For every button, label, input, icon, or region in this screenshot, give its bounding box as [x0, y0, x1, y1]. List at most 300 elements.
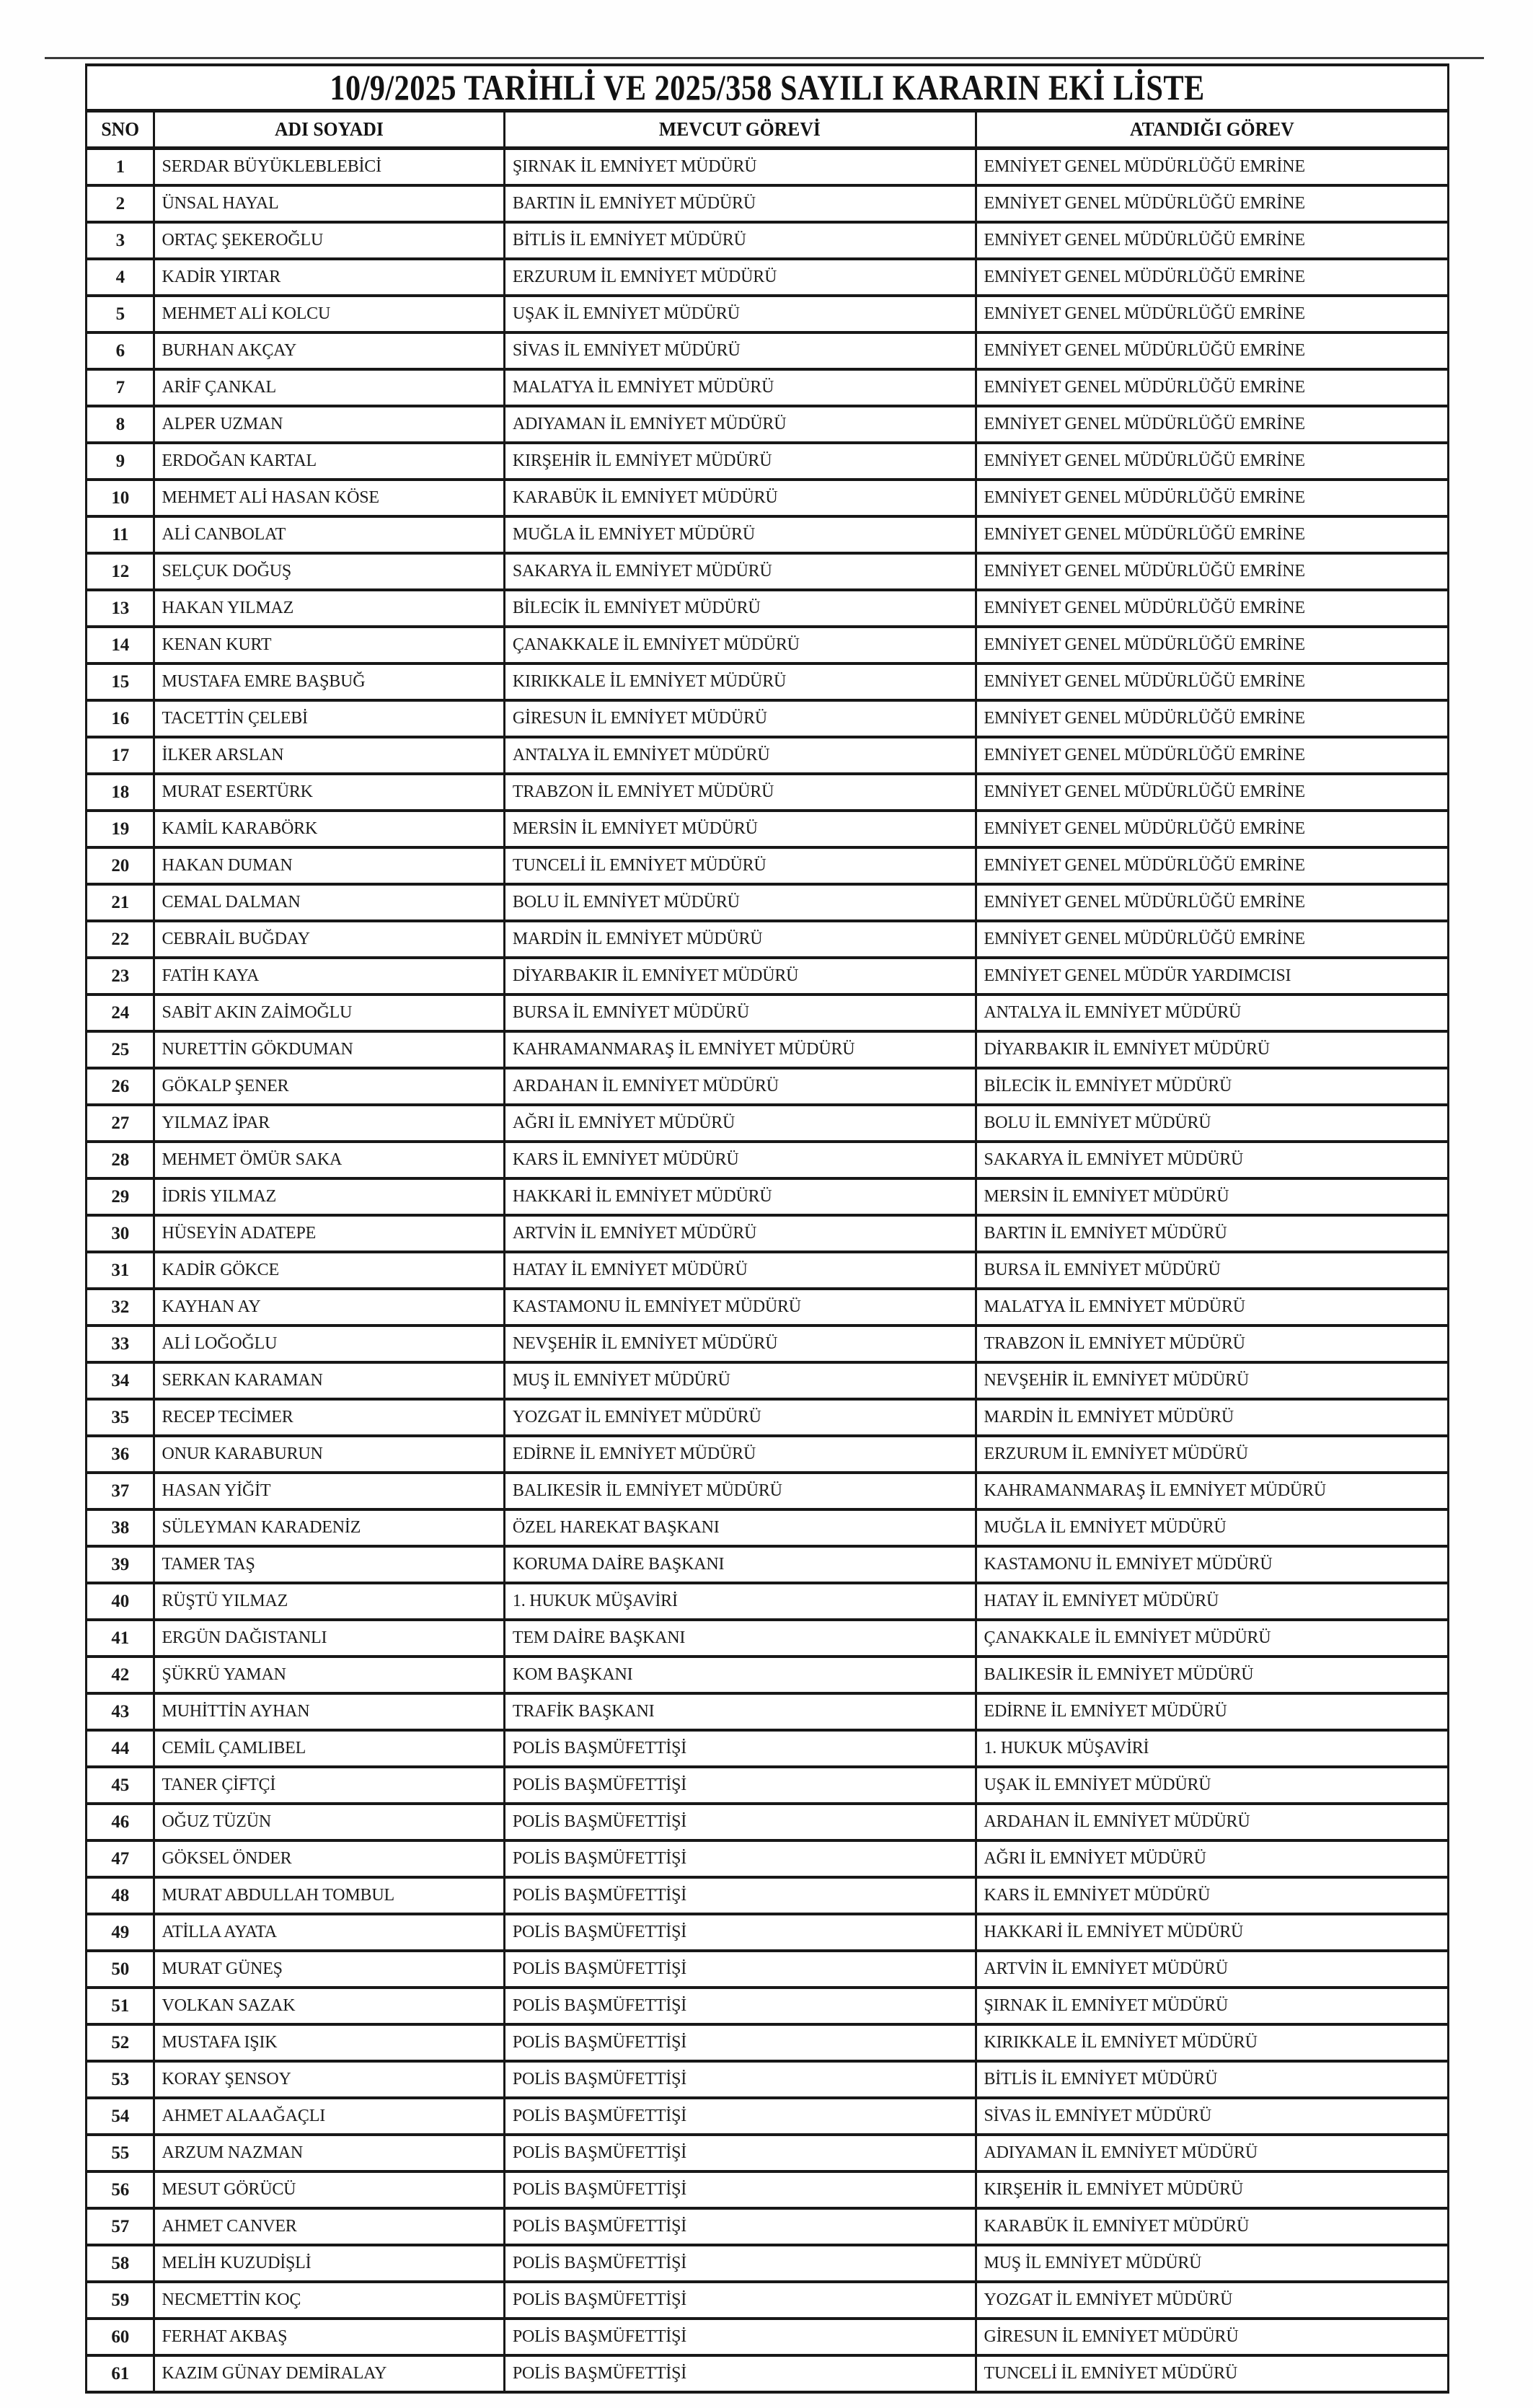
- table-row: [87, 1840, 1449, 1877]
- cell-sno: 28: [87, 1142, 154, 1178]
- cell-sno: 4: [87, 259, 154, 296]
- cell-sno: 35: [87, 1399, 154, 1436]
- cell-sno: 52: [87, 2024, 154, 2061]
- cell-assigned-duty: EMNİYET GENEL MÜDÜRLÜĞÜ EMRİNE: [976, 480, 1449, 516]
- cell-assigned-duty: BİLECİK İL EMNİYET MÜDÜRÜ: [976, 1068, 1449, 1105]
- cell-current-duty: ÇANAKKALE İL EMNİYET MÜDÜRÜ: [504, 627, 976, 663]
- table-row: [87, 1178, 1449, 1215]
- cell-assigned-duty: EMNİYET GENEL MÜDÜRLÜĞÜ EMRİNE: [976, 553, 1449, 590]
- cell-sno: 45: [87, 1767, 154, 1804]
- cell-name: HAKAN DUMAN: [154, 847, 504, 884]
- cell-sno: 2: [87, 185, 154, 222]
- cell-name: OĞUZ TÜZÜN: [154, 1804, 504, 1840]
- table-row: [87, 1252, 1449, 1289]
- column-header-sno: SNO: [87, 111, 154, 149]
- table-row: [87, 700, 1449, 737]
- column-header-current-duty: MEVCUT GÖREVİ: [504, 111, 976, 149]
- cell-current-duty: BİTLİS İL EMNİYET MÜDÜRÜ: [504, 222, 976, 259]
- cell-name: TANER ÇİFTÇİ: [154, 1767, 504, 1804]
- cell-sno: 58: [87, 2245, 154, 2282]
- cell-assigned-duty: ERZURUM İL EMNİYET MÜDÜRÜ: [976, 1436, 1449, 1473]
- cell-name: MESUT GÖRÜCÜ: [154, 2171, 504, 2208]
- cell-assigned-duty: ADIYAMAN İL EMNİYET MÜDÜRÜ: [976, 2135, 1449, 2171]
- cell-current-duty: POLİS BAŞMÜFETTİŞİ: [504, 2061, 976, 2098]
- assignment-table: [85, 63, 1449, 2394]
- cell-sno: 15: [87, 663, 154, 700]
- cell-name: MUHİTTİN AYHAN: [154, 1693, 504, 1730]
- cell-sno: 25: [87, 1031, 154, 1068]
- cell-name: HAKAN YILMAZ: [154, 590, 504, 627]
- cell-current-duty: POLİS BAŞMÜFETTİŞİ: [504, 2282, 976, 2319]
- cell-current-duty: SAKARYA İL EMNİYET MÜDÜRÜ: [504, 553, 976, 590]
- cell-sno: 46: [87, 1804, 154, 1840]
- cell-sno: 12: [87, 553, 154, 590]
- cell-name: NURETTİN GÖKDUMAN: [154, 1031, 504, 1068]
- cell-name: KENAN KURT: [154, 627, 504, 663]
- cell-name: HÜSEYİN ADATEPE: [154, 1215, 504, 1252]
- cell-current-duty: ARTVİN İL EMNİYET MÜDÜRÜ: [504, 1215, 976, 1252]
- cell-name: RÜŞTÜ YILMAZ: [154, 1583, 504, 1620]
- cell-sno: 21: [87, 884, 154, 921]
- cell-current-duty: MUŞ İL EMNİYET MÜDÜRÜ: [504, 1362, 976, 1399]
- table-row: [87, 2282, 1449, 2319]
- cell-sno: 33: [87, 1326, 154, 1362]
- table-row: [87, 1620, 1449, 1657]
- table-row: [87, 443, 1449, 480]
- cell-current-duty: POLİS BAŞMÜFETTİŞİ: [504, 2355, 976, 2392]
- cell-name: CEMAL DALMAN: [154, 884, 504, 921]
- cell-sno: 11: [87, 516, 154, 553]
- cell-assigned-duty: MUŞ İL EMNİYET MÜDÜRÜ: [976, 2245, 1449, 2282]
- table-row: [87, 1767, 1449, 1804]
- cell-sno: 22: [87, 921, 154, 958]
- cell-assigned-duty: EMNİYET GENEL MÜDÜRLÜĞÜ EMRİNE: [976, 222, 1449, 259]
- cell-name: YILMAZ İPAR: [154, 1105, 504, 1142]
- cell-assigned-duty: TRABZON İL EMNİYET MÜDÜRÜ: [976, 1326, 1449, 1362]
- cell-sno: 40: [87, 1583, 154, 1620]
- cell-current-duty: KARABÜK İL EMNİYET MÜDÜRÜ: [504, 480, 976, 516]
- table-row: [87, 1509, 1449, 1546]
- table-row: [87, 590, 1449, 627]
- cell-name: FATİH KAYA: [154, 958, 504, 994]
- cell-current-duty: TRABZON İL EMNİYET MÜDÜRÜ: [504, 774, 976, 811]
- table-row: [87, 296, 1449, 332]
- cell-sno: 38: [87, 1509, 154, 1546]
- cell-assigned-duty: EMNİYET GENEL MÜDÜRLÜĞÜ EMRİNE: [976, 185, 1449, 222]
- table-row: [87, 1804, 1449, 1840]
- cell-sno: 6: [87, 332, 154, 369]
- cell-current-duty: POLİS BAŞMÜFETTİŞİ: [504, 2098, 976, 2135]
- cell-sno: 7: [87, 369, 154, 406]
- cell-current-duty: TEM DAİRE BAŞKANI: [504, 1620, 976, 1657]
- cell-assigned-duty: KARABÜK İL EMNİYET MÜDÜRÜ: [976, 2208, 1449, 2245]
- cell-current-duty: TRAFİK BAŞKANI: [504, 1693, 976, 1730]
- cell-current-duty: EDİRNE İL EMNİYET MÜDÜRÜ: [504, 1436, 976, 1473]
- cell-assigned-duty: SİVAS İL EMNİYET MÜDÜRÜ: [976, 2098, 1449, 2135]
- table-row: [87, 1142, 1449, 1178]
- table-row: [87, 627, 1449, 663]
- column-header-assigned-duty: ATANDIĞI GÖREV: [976, 111, 1449, 149]
- cell-sno: 57: [87, 2208, 154, 2245]
- cell-name: İLKER ARSLAN: [154, 737, 504, 774]
- table-row: [87, 2024, 1449, 2061]
- cell-assigned-duty: KARS İL EMNİYET MÜDÜRÜ: [976, 1877, 1449, 1914]
- cell-current-duty: UŞAK İL EMNİYET MÜDÜRÜ: [504, 296, 976, 332]
- cell-name: MEHMET ALİ HASAN KÖSE: [154, 480, 504, 516]
- cell-current-duty: POLİS BAŞMÜFETTİŞİ: [504, 2208, 976, 2245]
- cell-current-duty: POLİS BAŞMÜFETTİŞİ: [504, 2245, 976, 2282]
- cell-sno: 26: [87, 1068, 154, 1105]
- cell-assigned-duty: EMNİYET GENEL MÜDÜRLÜĞÜ EMRİNE: [976, 590, 1449, 627]
- cell-sno: 24: [87, 994, 154, 1031]
- cell-current-duty: POLİS BAŞMÜFETTİŞİ: [504, 1804, 976, 1840]
- cell-current-duty: ÖZEL HAREKAT BAŞKANI: [504, 1509, 976, 1546]
- cell-sno: 39: [87, 1546, 154, 1583]
- cell-sno: 31: [87, 1252, 154, 1289]
- table-row: [87, 884, 1449, 921]
- cell-sno: 5: [87, 296, 154, 332]
- cell-sno: 20: [87, 847, 154, 884]
- cell-sno: 43: [87, 1693, 154, 1730]
- cell-name: BURHAN AKÇAY: [154, 332, 504, 369]
- cell-sno: 8: [87, 406, 154, 443]
- table-row: [87, 259, 1449, 296]
- cell-current-duty: POLİS BAŞMÜFETTİŞİ: [504, 2319, 976, 2355]
- table-row: [87, 332, 1449, 369]
- table-row: [87, 1399, 1449, 1436]
- cell-assigned-duty: EMNİYET GENEL MÜDÜRLÜĞÜ EMRİNE: [976, 406, 1449, 443]
- cell-current-duty: POLİS BAŞMÜFETTİŞİ: [504, 2135, 976, 2171]
- cell-current-duty: KAHRAMANMARAŞ İL EMNİYET MÜDÜRÜ: [504, 1031, 976, 1068]
- cell-current-duty: POLİS BAŞMÜFETTİŞİ: [504, 1840, 976, 1877]
- cell-name: SÜLEYMAN KARADENİZ: [154, 1509, 504, 1546]
- table-row: [87, 1877, 1449, 1914]
- cell-name: ORTAÇ ŞEKEROĞLU: [154, 222, 504, 259]
- cell-name: ŞÜKRÜ YAMAN: [154, 1657, 504, 1693]
- table-row: [87, 1289, 1449, 1326]
- table-row: [87, 1914, 1449, 1951]
- cell-sno: 16: [87, 700, 154, 737]
- cell-name: MUSTAFA IŞIK: [154, 2024, 504, 2061]
- cell-current-duty: NEVŞEHİR İL EMNİYET MÜDÜRÜ: [504, 1326, 976, 1362]
- cell-current-duty: TUNCELİ İL EMNİYET MÜDÜRÜ: [504, 847, 976, 884]
- cell-name: ÜNSAL HAYAL: [154, 185, 504, 222]
- table-row: [87, 1031, 1449, 1068]
- table-body: [87, 149, 1449, 2393]
- cell-sno: 1: [87, 149, 154, 186]
- table-row: [87, 2171, 1449, 2208]
- cell-current-duty: BARTIN İL EMNİYET MÜDÜRÜ: [504, 185, 976, 222]
- table-row: [87, 1473, 1449, 1509]
- cell-sno: 3: [87, 222, 154, 259]
- table-row: [87, 847, 1449, 884]
- table-row: [87, 222, 1449, 259]
- cell-current-duty: POLİS BAŞMÜFETTİŞİ: [504, 1951, 976, 1988]
- table-row: [87, 2061, 1449, 2098]
- cell-name: VOLKAN SAZAK: [154, 1988, 504, 2024]
- cell-sno: 53: [87, 2061, 154, 2098]
- cell-current-duty: SİVAS İL EMNİYET MÜDÜRÜ: [504, 332, 976, 369]
- cell-assigned-duty: EMNİYET GENEL MÜDÜRLÜĞÜ EMRİNE: [976, 774, 1449, 811]
- table-row: [87, 663, 1449, 700]
- cell-assigned-duty: UŞAK İL EMNİYET MÜDÜRÜ: [976, 1767, 1449, 1804]
- cell-assigned-duty: NEVŞEHİR İL EMNİYET MÜDÜRÜ: [976, 1362, 1449, 1399]
- cell-assigned-duty: EDİRNE İL EMNİYET MÜDÜRÜ: [976, 1693, 1449, 1730]
- table-row: [87, 1326, 1449, 1362]
- cell-sno: 50: [87, 1951, 154, 1988]
- table-row: [87, 1215, 1449, 1252]
- cell-current-duty: POLİS BAŞMÜFETTİŞİ: [504, 2024, 976, 2061]
- table-row: [87, 994, 1449, 1031]
- cell-assigned-duty: BALIKESİR İL EMNİYET MÜDÜRÜ: [976, 1657, 1449, 1693]
- cell-name: SABİT AKIN ZAİMOĞLU: [154, 994, 504, 1031]
- cell-name: ONUR KARABURUN: [154, 1436, 504, 1473]
- table-row: [87, 1988, 1449, 2024]
- cell-sno: 42: [87, 1657, 154, 1693]
- table-row: [87, 921, 1449, 958]
- cell-assigned-duty: EMNİYET GENEL MÜDÜRLÜĞÜ EMRİNE: [976, 259, 1449, 296]
- cell-name: ATİLLA AYATA: [154, 1914, 504, 1951]
- cell-current-duty: MUĞLA İL EMNİYET MÜDÜRÜ: [504, 516, 976, 553]
- table-row: [87, 2245, 1449, 2282]
- cell-current-duty: POLİS BAŞMÜFETTİŞİ: [504, 1767, 976, 1804]
- table-row: [87, 1068, 1449, 1105]
- cell-current-duty: ADIYAMAN İL EMNİYET MÜDÜRÜ: [504, 406, 976, 443]
- cell-assigned-duty: ARDAHAN İL EMNİYET MÜDÜRÜ: [976, 1804, 1449, 1840]
- cell-current-duty: AĞRI İL EMNİYET MÜDÜRÜ: [504, 1105, 976, 1142]
- cell-assigned-duty: EMNİYET GENEL MÜDÜRLÜĞÜ EMRİNE: [976, 627, 1449, 663]
- cell-name: SELÇUK DOĞUŞ: [154, 553, 504, 590]
- table-row: [87, 737, 1449, 774]
- cell-current-duty: KORUMA DAİRE BAŞKANI: [504, 1546, 976, 1583]
- cell-sno: 14: [87, 627, 154, 663]
- cell-current-duty: DİYARBAKIR İL EMNİYET MÜDÜRÜ: [504, 958, 976, 994]
- cell-assigned-duty: EMNİYET GENEL MÜDÜRLÜĞÜ EMRİNE: [976, 700, 1449, 737]
- cell-name: FERHAT AKBAŞ: [154, 2319, 504, 2355]
- cell-name: KADİR GÖKCE: [154, 1252, 504, 1289]
- cell-sno: 10: [87, 480, 154, 516]
- page-title: 10/9/2025 TARİHLİ VE 2025/358 SAYILI KARARIN EKİ LİSTE: [330, 68, 1205, 107]
- cell-assigned-duty: BURSA İL EMNİYET MÜDÜRÜ: [976, 1252, 1449, 1289]
- cell-name: MURAT ESERTÜRK: [154, 774, 504, 811]
- table-row: [87, 1436, 1449, 1473]
- cell-assigned-duty: SAKARYA İL EMNİYET MÜDÜRÜ: [976, 1142, 1449, 1178]
- cell-current-duty: KARS İL EMNİYET MÜDÜRÜ: [504, 1142, 976, 1178]
- table-row: [87, 480, 1449, 516]
- cell-name: MURAT ABDULLAH TOMBUL: [154, 1877, 504, 1914]
- cell-current-duty: ERZURUM İL EMNİYET MÜDÜRÜ: [504, 259, 976, 296]
- table-row: [87, 516, 1449, 553]
- cell-assigned-duty: BARTIN İL EMNİYET MÜDÜRÜ: [976, 1215, 1449, 1252]
- cell-current-duty: ŞIRNAK İL EMNİYET MÜDÜRÜ: [504, 149, 976, 186]
- table-row: [87, 1730, 1449, 1767]
- cell-assigned-duty: HAKKARİ İL EMNİYET MÜDÜRÜ: [976, 1914, 1449, 1951]
- cell-sno: 13: [87, 590, 154, 627]
- cell-assigned-duty: KAHRAMANMARAŞ İL EMNİYET MÜDÜRÜ: [976, 1473, 1449, 1509]
- cell-assigned-duty: HATAY İL EMNİYET MÜDÜRÜ: [976, 1583, 1449, 1620]
- cell-name: ALİ CANBOLAT: [154, 516, 504, 553]
- document-title-cell: [87, 65, 1449, 111]
- table-row: [87, 2319, 1449, 2355]
- cell-name: AHMET ALAAĞAÇLI: [154, 2098, 504, 2135]
- cell-sno: 36: [87, 1436, 154, 1473]
- title-row: [87, 65, 1449, 111]
- table-row: [87, 1951, 1449, 1988]
- cell-sno: 51: [87, 1988, 154, 2024]
- table-row: [87, 406, 1449, 443]
- cell-current-duty: MARDİN İL EMNİYET MÜDÜRÜ: [504, 921, 976, 958]
- table-row: [87, 1583, 1449, 1620]
- cell-assigned-duty: MERSİN İL EMNİYET MÜDÜRÜ: [976, 1178, 1449, 1215]
- cell-name: KAYHAN AY: [154, 1289, 504, 1326]
- cell-name: ERDOĞAN KARTAL: [154, 443, 504, 480]
- cell-assigned-duty: MARDİN İL EMNİYET MÜDÜRÜ: [976, 1399, 1449, 1436]
- cell-assigned-duty: 1. HUKUK MÜŞAVİRİ: [976, 1730, 1449, 1767]
- cell-current-duty: POLİS BAŞMÜFETTİŞİ: [504, 1877, 976, 1914]
- cell-name: CEBRAİL BUĞDAY: [154, 921, 504, 958]
- table-row: [87, 369, 1449, 406]
- cell-name: MEHMET ÖMÜR SAKA: [154, 1142, 504, 1178]
- table-row: [87, 149, 1449, 186]
- cell-current-duty: POLİS BAŞMÜFETTİŞİ: [504, 1988, 976, 2024]
- cell-sno: 37: [87, 1473, 154, 1509]
- cell-name: KADİR YIRTAR: [154, 259, 504, 296]
- cell-assigned-duty: ANTALYA İL EMNİYET MÜDÜRÜ: [976, 994, 1449, 1031]
- cell-name: AHMET CANVER: [154, 2208, 504, 2245]
- cell-name: SERDAR BÜYÜKLEBLEBİCİ: [154, 149, 504, 186]
- table-row: [87, 185, 1449, 222]
- cell-sno: 47: [87, 1840, 154, 1877]
- cell-assigned-duty: EMNİYET GENEL MÜDÜRLÜĞÜ EMRİNE: [976, 921, 1449, 958]
- cell-assigned-duty: AĞRI İL EMNİYET MÜDÜRÜ: [976, 1840, 1449, 1877]
- cell-assigned-duty: EMNİYET GENEL MÜDÜRLÜĞÜ EMRİNE: [976, 369, 1449, 406]
- cell-sno: 48: [87, 1877, 154, 1914]
- cell-assigned-duty: BOLU İL EMNİYET MÜDÜRÜ: [976, 1105, 1449, 1142]
- table-row: [87, 2098, 1449, 2135]
- cell-current-duty: BALIKESİR İL EMNİYET MÜDÜRÜ: [504, 1473, 976, 1509]
- cell-name: ALPER UZMAN: [154, 406, 504, 443]
- cell-current-duty: 1. HUKUK MÜŞAVİRİ: [504, 1583, 976, 1620]
- cell-current-duty: BİLECİK İL EMNİYET MÜDÜRÜ: [504, 590, 976, 627]
- cell-current-duty: GİRESUN İL EMNİYET MÜDÜRÜ: [504, 700, 976, 737]
- cell-assigned-duty: MUĞLA İL EMNİYET MÜDÜRÜ: [976, 1509, 1449, 1546]
- cell-assigned-duty: EMNİYET GENEL MÜDÜR YARDIMCISI: [976, 958, 1449, 994]
- table-row: [87, 958, 1449, 994]
- cell-sno: 56: [87, 2171, 154, 2208]
- cell-assigned-duty: KASTAMONU İL EMNİYET MÜDÜRÜ: [976, 1546, 1449, 1583]
- cell-current-duty: KASTAMONU İL EMNİYET MÜDÜRÜ: [504, 1289, 976, 1326]
- cell-sno: 30: [87, 1215, 154, 1252]
- cell-name: MEHMET ALİ KOLCU: [154, 296, 504, 332]
- cell-sno: 18: [87, 774, 154, 811]
- cell-assigned-duty: EMNİYET GENEL MÜDÜRLÜĞÜ EMRİNE: [976, 332, 1449, 369]
- cell-name: HASAN YİĞİT: [154, 1473, 504, 1509]
- cell-name: MUSTAFA EMRE BAŞBUĞ: [154, 663, 504, 700]
- cell-assigned-duty: ŞIRNAK İL EMNİYET MÜDÜRÜ: [976, 1988, 1449, 2024]
- cell-assigned-duty: EMNİYET GENEL MÜDÜRLÜĞÜ EMRİNE: [976, 296, 1449, 332]
- cell-assigned-duty: MALATYA İL EMNİYET MÜDÜRÜ: [976, 1289, 1449, 1326]
- table-row: [87, 774, 1449, 811]
- cell-name: MELİH KUZUDİŞLİ: [154, 2245, 504, 2282]
- cell-current-duty: BOLU İL EMNİYET MÜDÜRÜ: [504, 884, 976, 921]
- table-row: [87, 1657, 1449, 1693]
- cell-assigned-duty: KIRŞEHİR İL EMNİYET MÜDÜRÜ: [976, 2171, 1449, 2208]
- cell-name: ARİF ÇANKAL: [154, 369, 504, 406]
- cell-sno: 23: [87, 958, 154, 994]
- cell-current-duty: ANTALYA İL EMNİYET MÜDÜRÜ: [504, 737, 976, 774]
- cell-assigned-duty: EMNİYET GENEL MÜDÜRLÜĞÜ EMRİNE: [976, 847, 1449, 884]
- table-row: [87, 2135, 1449, 2171]
- column-header-row: [87, 111, 1449, 149]
- cell-name: MURAT GÜNEŞ: [154, 1951, 504, 1988]
- cell-assigned-duty: KIRIKKALE İL EMNİYET MÜDÜRÜ: [976, 2024, 1449, 2061]
- cell-name: TACETTİN ÇELEBİ: [154, 700, 504, 737]
- cell-sno: 17: [87, 737, 154, 774]
- cell-name: ALİ LOĞOĞLU: [154, 1326, 504, 1362]
- cell-current-duty: MERSİN İL EMNİYET MÜDÜRÜ: [504, 811, 976, 847]
- cell-assigned-duty: EMNİYET GENEL MÜDÜRLÜĞÜ EMRİNE: [976, 811, 1449, 847]
- column-header-name: ADI SOYADI: [154, 111, 504, 149]
- cell-name: NECMETTİN KOÇ: [154, 2282, 504, 2319]
- cell-assigned-duty: EMNİYET GENEL MÜDÜRLÜĞÜ EMRİNE: [976, 884, 1449, 921]
- cell-sno: 59: [87, 2282, 154, 2319]
- table-row: [87, 2355, 1449, 2392]
- cell-sno: 34: [87, 1362, 154, 1399]
- cell-current-duty: POLİS BAŞMÜFETTİŞİ: [504, 1730, 976, 1767]
- table-row: [87, 1105, 1449, 1142]
- table-row: [87, 811, 1449, 847]
- cell-current-duty: KIRIKKALE İL EMNİYET MÜDÜRÜ: [504, 663, 976, 700]
- cell-sno: 27: [87, 1105, 154, 1142]
- cell-sno: 54: [87, 2098, 154, 2135]
- cell-sno: 19: [87, 811, 154, 847]
- cell-name: KORAY ŞENSOY: [154, 2061, 504, 2098]
- table-row: [87, 1362, 1449, 1399]
- cell-name: CEMİL ÇAMLIBEL: [154, 1730, 504, 1767]
- cell-assigned-duty: EMNİYET GENEL MÜDÜRLÜĞÜ EMRİNE: [976, 737, 1449, 774]
- cell-assigned-duty: TUNCELİ İL EMNİYET MÜDÜRÜ: [976, 2355, 1449, 2392]
- cell-assigned-duty: DİYARBAKIR İL EMNİYET MÜDÜRÜ: [976, 1031, 1449, 1068]
- cell-sno: 55: [87, 2135, 154, 2171]
- cell-assigned-duty: EMNİYET GENEL MÜDÜRLÜĞÜ EMRİNE: [976, 663, 1449, 700]
- cell-assigned-duty: EMNİYET GENEL MÜDÜRLÜĞÜ EMRİNE: [976, 443, 1449, 480]
- cell-assigned-duty: YOZGAT İL EMNİYET MÜDÜRÜ: [976, 2282, 1449, 2319]
- cell-sno: 44: [87, 1730, 154, 1767]
- cell-sno: 9: [87, 443, 154, 480]
- table-row: [87, 2208, 1449, 2245]
- cell-name: ARZUM NAZMAN: [154, 2135, 504, 2171]
- cell-current-duty: KOM BAŞKANI: [504, 1657, 976, 1693]
- cell-name: RECEP TECİMER: [154, 1399, 504, 1436]
- cell-current-duty: HAKKARİ İL EMNİYET MÜDÜRÜ: [504, 1178, 976, 1215]
- cell-sno: 61: [87, 2355, 154, 2392]
- cell-current-duty: MALATYA İL EMNİYET MÜDÜRÜ: [504, 369, 976, 406]
- cell-name: GÖKALP ŞENER: [154, 1068, 504, 1105]
- cell-sno: 29: [87, 1178, 154, 1215]
- cell-assigned-duty: BİTLİS İL EMNİYET MÜDÜRÜ: [976, 2061, 1449, 2098]
- cell-current-duty: HATAY İL EMNİYET MÜDÜRÜ: [504, 1252, 976, 1289]
- cell-current-duty: YOZGAT İL EMNİYET MÜDÜRÜ: [504, 1399, 976, 1436]
- cell-assigned-duty: GİRESUN İL EMNİYET MÜDÜRÜ: [976, 2319, 1449, 2355]
- table-row: [87, 553, 1449, 590]
- cell-name: İDRİS YILMAZ: [154, 1178, 504, 1215]
- cell-current-duty: ARDAHAN İL EMNİYET MÜDÜRÜ: [504, 1068, 976, 1105]
- cell-assigned-duty: EMNİYET GENEL MÜDÜRLÜĞÜ EMRİNE: [976, 516, 1449, 553]
- cell-name: KAMİL KARABÖRK: [154, 811, 504, 847]
- cell-current-duty: KIRŞEHİR İL EMNİYET MÜDÜRÜ: [504, 443, 976, 480]
- cell-sno: 32: [87, 1289, 154, 1326]
- cell-current-duty: POLİS BAŞMÜFETTİŞİ: [504, 2171, 976, 2208]
